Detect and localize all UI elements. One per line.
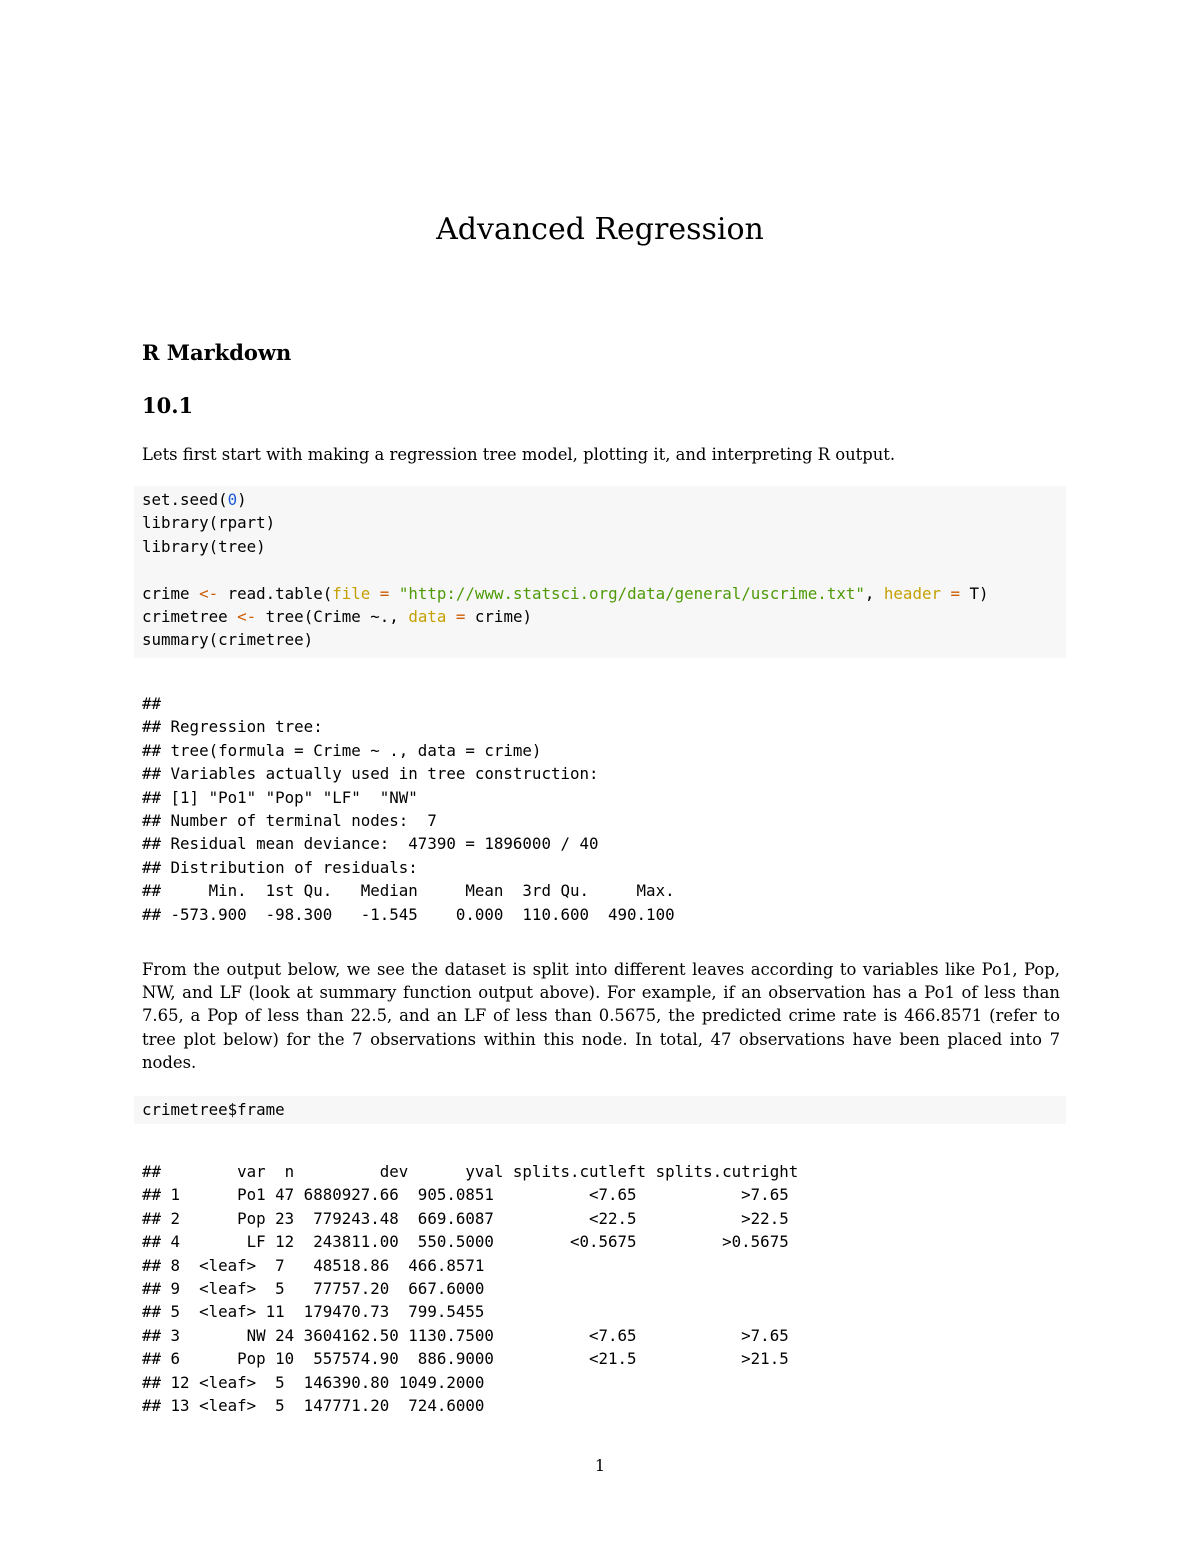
page-number: 1: [594, 1456, 606, 1475]
output-line: ## [1] "Po1" "Pop" "LF" "NW": [142, 787, 418, 807]
code-line: library(tree): [142, 536, 266, 556]
output-line: ## 9 <leaf> 5 77757.20 667.6000: [142, 1279, 485, 1299]
output-line: ## tree(formula = Crime ~ ., data = crime): [142, 740, 542, 760]
output-line: ## 3 NW 24 3604162.50 1130.7500 <7.65 >7.65: [142, 1325, 789, 1345]
output-line: ## 6 Pop 10 557574.90 886.9000 <21.5 >21.5: [142, 1349, 789, 1369]
page-title: Advanced Regression: [436, 212, 764, 247]
code-line: crime <- read.table(file = "http://www.statsci.org/data/general/uscrime.txt", header = T): [142, 583, 989, 603]
output-line: ##: [142, 694, 162, 713]
output-line: ## Variables actually used in tree construction:: [142, 764, 599, 784]
code-block-2: [134, 1096, 1066, 1124]
code-line: summary(crimetree): [142, 630, 314, 650]
output-line: ## 12 <leaf> 5 146390.80 1049.2000: [142, 1372, 485, 1392]
output-line: ## var n dev yval splits.cutleft splits.cutright: [142, 1162, 799, 1181]
explanation-paragraph: From the output below, we see the dataset is split into different leaves according to variables like Po1, Pop, NW, and LF (look at summary function output above). For example, if an observation has a Po1 of less than 7.65, a Pop of less than 22.5, and an LF of less than 0.5675, the predicted crime rate is 466.8571 (refer to tree plot below) for the 7 observations within this node. In total, 47 observations have been placed into 7 nodes.: [142, 960, 1060, 1072]
output-line: ## 4 LF 12 243811.00 550.5000 <0.5675 >0.5675: [142, 1232, 789, 1252]
output-line: ## Residual mean deviance: 47390 = 1896000 / 40: [142, 834, 599, 854]
output-line: ## Regression tree:: [142, 717, 323, 737]
code-line: set.seed(0): [142, 490, 247, 509]
output-line: ## Min. 1st Qu. Median Mean 3rd Qu. Max.: [142, 881, 675, 901]
output-line: ## Number of terminal nodes: 7: [142, 811, 437, 831]
output-line: ## -573.900 -98.300 -1.545 0.000 110.600 490.100: [142, 904, 675, 924]
section-heading: R Markdown: [142, 340, 292, 365]
summary-output: [142, 692, 675, 926]
output-line: ## 5 <leaf> 11 179470.73 799.5455: [142, 1302, 485, 1322]
subsection-heading: 10.1: [142, 393, 194, 418]
output-line: ## 2 Pop 23 779243.48 669.6087 <22.5 >22.5: [142, 1208, 789, 1228]
frame-output: [142, 1160, 798, 1417]
code-block-1: [134, 486, 1066, 658]
code-line: crimetree$frame: [142, 1100, 285, 1119]
output-line: ## 13 <leaf> 5 147771.20 724.6000: [142, 1396, 485, 1416]
code-line: crimetree <- tree(Crime ~., data = crime): [142, 607, 532, 627]
output-line: ## 8 <leaf> 7 48518.86 466.8571: [142, 1255, 485, 1275]
output-line: ## 1 Po1 47 6880927.66 905.0851 <7.65 >7.65: [142, 1185, 789, 1205]
intro-paragraph: Lets first start with making a regression tree model, plotting it, and interpreting R output.: [142, 445, 896, 464]
code-line: library(rpart): [142, 513, 276, 533]
output-line: ## Distribution of residuals:: [142, 857, 418, 877]
